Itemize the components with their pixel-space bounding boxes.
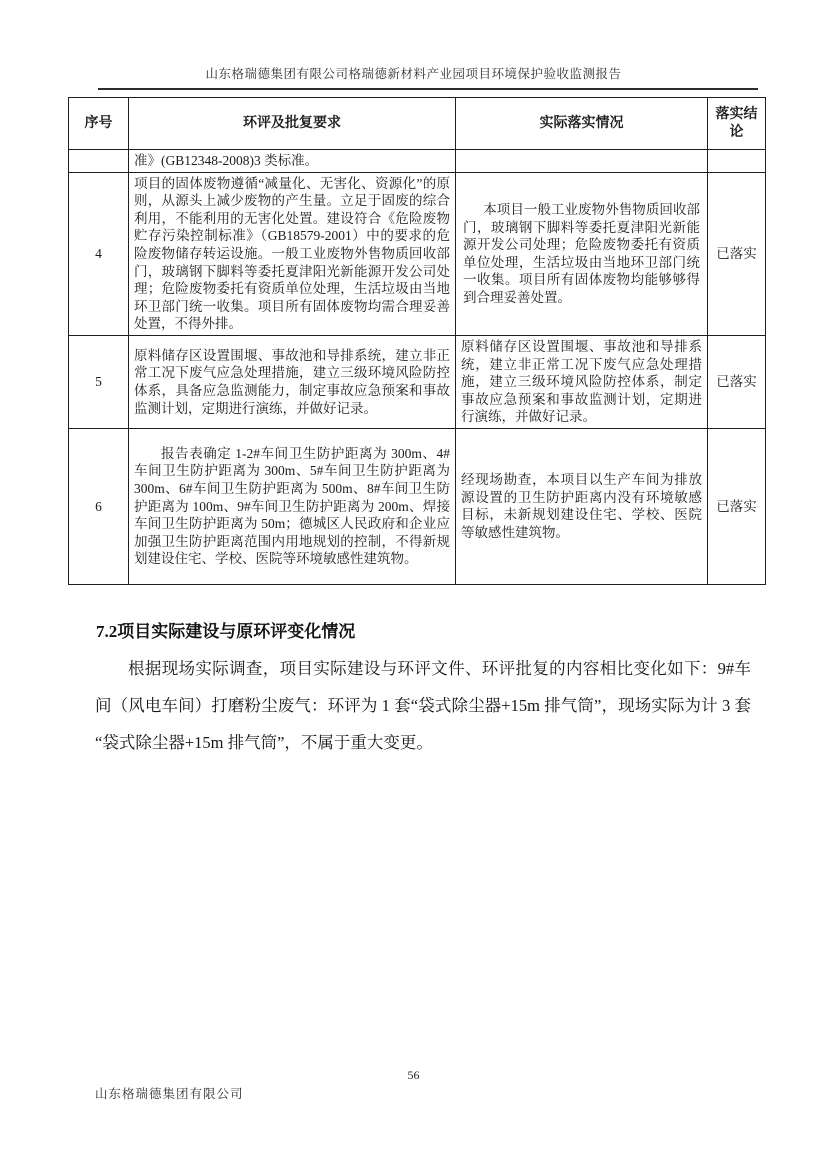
running-head-title: 山东格瑞德集团有限公司格瑞德新材料产业园项目环境保护验收监测报告 [205, 67, 622, 81]
column-header-conclusion: 落实结论 [708, 98, 766, 150]
cell-implementation: 经现场勘查，本项目以生产车间为排放源设置的卫生防护距离内没有环境敏感目标，未新规划建设住宅、学校、医院等敏感性建筑物。 [456, 428, 708, 584]
review-table [68, 97, 766, 585]
table-row-6 [69, 428, 766, 584]
cell-seq [69, 150, 129, 173]
cell-implementation: 原料储存区设置围堰、事故池和导排系统，建立非正常工况下废气应急处理措施，建立三级环境风险防控体系，制定事故应急预案和事故监测计划，定期进行演练，并做好记录。 [456, 335, 708, 428]
table-row-continuation [69, 150, 766, 173]
column-header-requirement: 环评及批复要求 [129, 98, 456, 150]
table-row-4 [69, 172, 766, 335]
cell-conclusion [708, 150, 766, 173]
cell-requirement: 准》(GB12348-2008)3 类标准。 [129, 150, 456, 173]
column-header-seq: 序号 [69, 98, 129, 150]
cell-conclusion: 已落实 [708, 172, 766, 335]
section-paragraph: 根据现场实际调查，项目实际建设与环评文件、环评批复的内容相比变化如下：9#车间（风电车间）打磨粉尘废气：环评为 1 套“袋式除尘器+15m 排气筒”，现场实际为计 3 套“袋式除尘器+15m 排气筒”，不属于重大变更。 [95, 659, 751, 752]
cell-conclusion: 已落实 [708, 428, 766, 584]
cell-seq: 5 [69, 335, 129, 428]
cell-implementation: 本项目一般工业废物外售物质回收部门，玻璃钢下脚料等委托夏津阳光新能源开发公司处理；危险废物委托有资质单位处理，生活垃圾由当地环卫部门统一收集。项目所有固体废物均能够够得到合理妥善处置。 [456, 172, 708, 335]
cell-requirement: 项目的固体废物遵循“减量化、无害化、资源化”的原则，从源头上减少废物的产生量。立足于固废的综合利用，不能利用的无害化处置。建设符合《危险废物贮存污染控制标准》（GB18579-2001）中的要求的危险废物储存转运设施。一般工业废物外售物质回收部门，玻璃钢下脚料等委托夏津阳光新能源开发公司处理；危险废物委托有资质单位处理，生活垃圾由当地环卫部门统一收集。项目所有固体废物均需合理妥善处置，不得外排。 [129, 172, 456, 335]
cell-seq: 6 [69, 428, 129, 584]
cell-requirement: 报告表确定 1-2#车间卫生防护距离为 300m、4#车间卫生防护距离为 300m、5#车间卫生防护距离为 300m、6#车间卫生防护距离为 500m、8#车间卫生防护距离为 100m、9#车间卫生防护距离为 200m、焊接车间卫生防护距离为 50m；德城区人民政府和企业应加强卫生防护距离范围内用地规划的控制，不得新规划建设住宅、学校、医院等环境敏感性建筑物。 [129, 428, 456, 584]
table-header-row [69, 98, 766, 150]
cell-requirement: 原料储存区设置围堰、事故池和导排系统，建立非正常工况下废气应急处理措施，建立三级环境风险防控体系，具备应急监测能力，制定事故应急预案和事故监测计划，定期进行演练，并做好记录。 [129, 335, 456, 428]
table-row-5 [69, 335, 766, 428]
running-head-rule [98, 88, 758, 90]
page-number: 56 [407, 1068, 420, 1082]
section-heading-7-2: 7.2项目实际建设与原环评变化情况 [96, 622, 356, 641]
cell-seq: 4 [69, 172, 129, 335]
footer-company-name: 山东格瑞德集团有限公司 [95, 1087, 244, 1101]
cell-conclusion: 已落实 [708, 335, 766, 428]
column-header-implementation: 实际落实情况 [456, 98, 708, 150]
cell-implementation [456, 150, 708, 173]
